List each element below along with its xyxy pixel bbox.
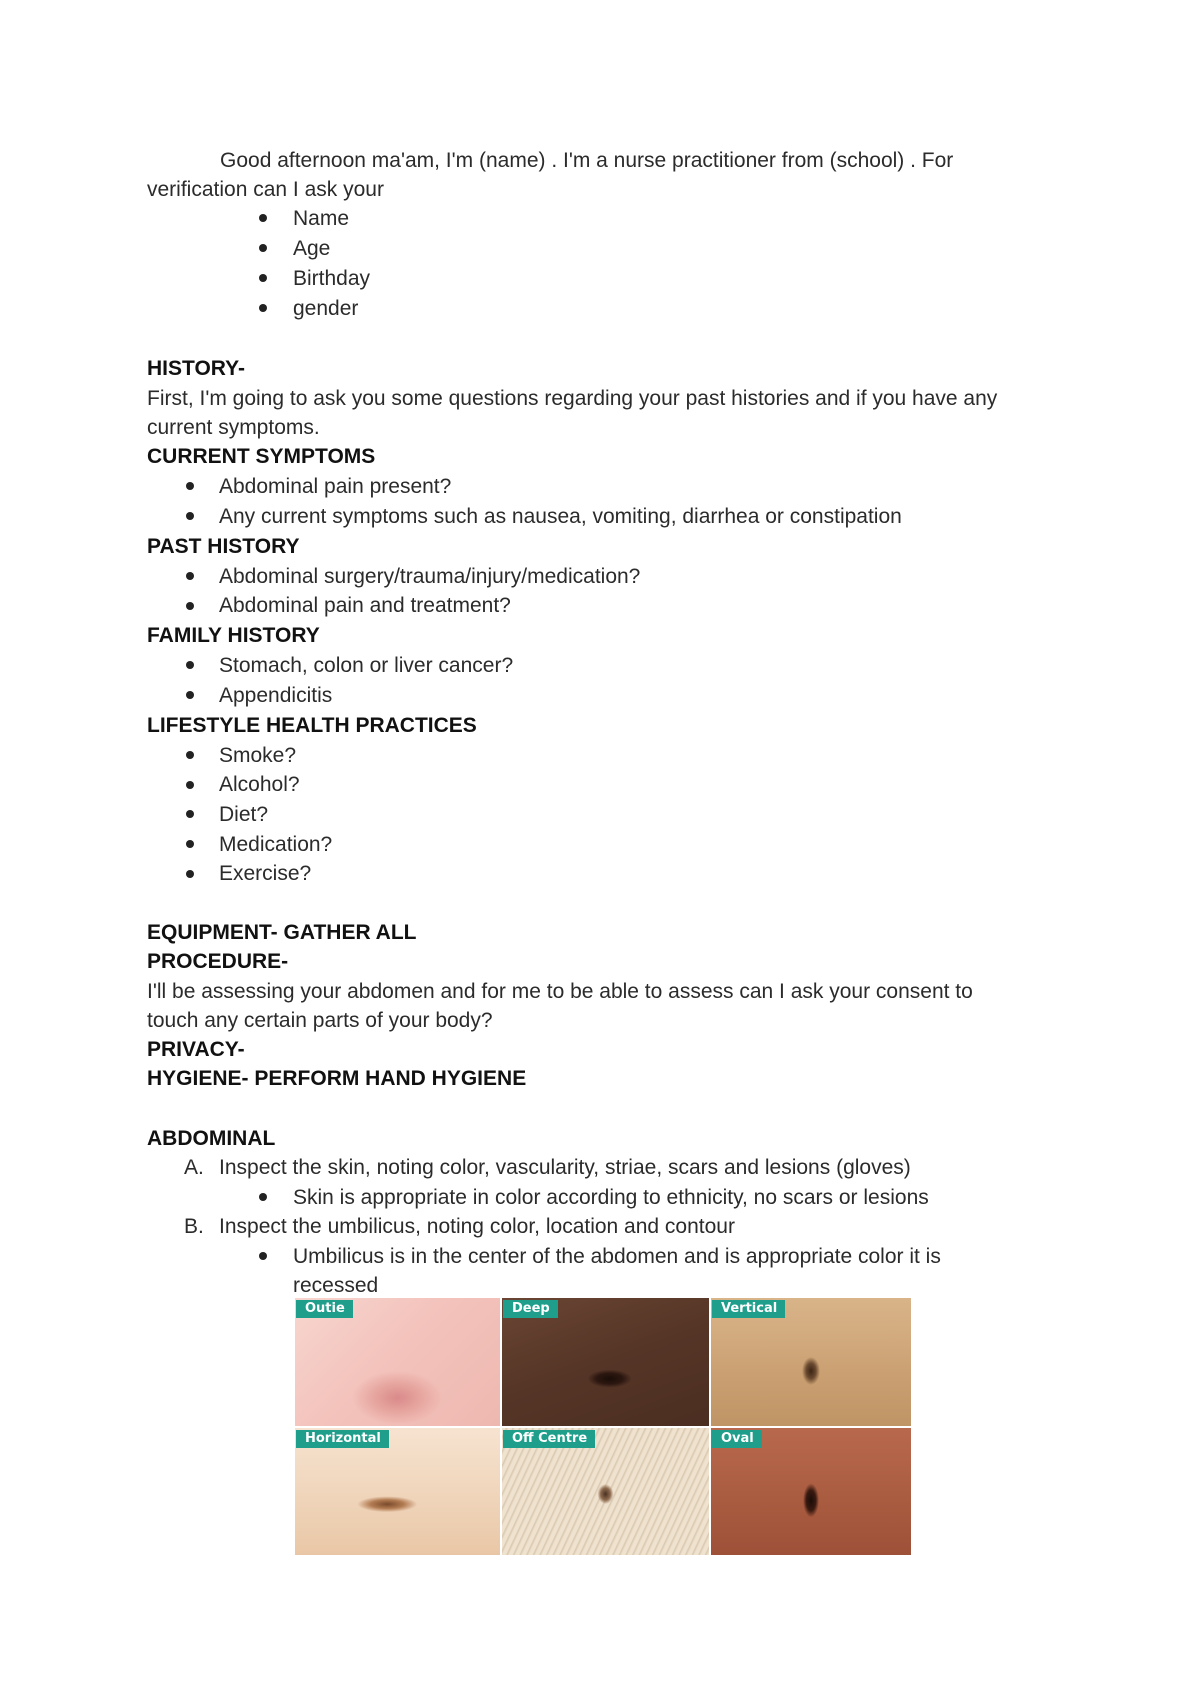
intro-item-gender: gender (293, 297, 359, 320)
bullet-icon (259, 304, 267, 312)
bullet-icon (186, 781, 194, 789)
lifestyle-item: Medication? (219, 833, 333, 856)
bullet-icon (186, 512, 194, 520)
current-symptoms-item: Any current symptoms such as nausea, vomiting, diarrhea or constipation (219, 505, 902, 528)
bullet-icon (186, 602, 194, 610)
step-marker: B. (184, 1215, 204, 1238)
intro-item-name: Name (293, 207, 350, 230)
bullet-icon (259, 1193, 267, 1201)
current-symptoms-heading: CURRENT SYMPTOMS (147, 445, 376, 468)
bullet-icon (186, 482, 194, 490)
bullet-icon (259, 244, 267, 252)
past-history-heading: PAST HISTORY (147, 535, 300, 558)
step-finding: Umbilicus is in the center of the abdomen and is appropriate color it is (293, 1245, 941, 1268)
umbilicus-photo-off-centre (502, 1428, 709, 1555)
bullet-icon (186, 751, 194, 759)
history-line-2: current symptoms. (147, 416, 320, 439)
intro-line-2: verification can I ask your (147, 178, 384, 201)
lifestyle-item: Diet? (219, 803, 269, 826)
abdominal-heading: ABDOMINAL (147, 1127, 276, 1150)
bullet-icon (186, 661, 194, 669)
current-symptoms-item: Abdominal pain present? (219, 475, 452, 498)
photo-label: Vertical (712, 1300, 785, 1318)
family-history-item: Appendicitis (219, 684, 333, 707)
photo-label: Oval (712, 1430, 762, 1448)
intro-item-age: Age (293, 237, 331, 260)
umbilicus-photo-horizontal (295, 1428, 500, 1555)
family-history-item: Stomach, colon or liver cancer? (219, 654, 514, 677)
privacy-heading: PRIVACY- (147, 1038, 245, 1061)
procedure-heading: PROCEDURE- (147, 950, 289, 973)
bullet-icon (186, 691, 194, 699)
photo-label: Deep (503, 1300, 558, 1318)
bullet-icon (259, 1252, 267, 1260)
procedure-line-2: touch any certain parts of your body? (147, 1009, 493, 1032)
equipment-heading: EQUIPMENT- GATHER ALL (147, 921, 417, 944)
bullet-icon (186, 810, 194, 818)
step-text: Inspect the skin, noting color, vascularity, striae, scars and lesions (gloves) (219, 1156, 911, 1179)
past-history-item: Abdominal pain and treatment? (219, 594, 511, 617)
umbilicus-photo-deep (502, 1298, 709, 1426)
bullet-icon (186, 840, 194, 848)
bullet-icon (186, 572, 194, 580)
bullet-icon (259, 274, 267, 282)
step-text: Inspect the umbilicus, noting color, location and contour (219, 1215, 735, 1238)
lifestyle-item: Smoke? (219, 744, 297, 767)
bullet-icon (259, 214, 267, 222)
history-line-1: First, I'm going to ask you some questions regarding your past histories and if you have any (147, 387, 998, 410)
photo-label: Horizontal (296, 1430, 389, 1448)
history-heading: HISTORY- (147, 357, 246, 380)
procedure-line-1: I'll be assessing your abdomen and for me to be able to assess can I ask your consent to (147, 980, 973, 1003)
umbilicus-types-image (295, 1298, 911, 1555)
step-finding: Skin is appropriate in color according to ethnicity, no scars or lesions (293, 1186, 929, 1209)
umbilicus-photo-outie (295, 1298, 500, 1426)
past-history-item: Abdominal surgery/trauma/injury/medication? (219, 565, 641, 588)
photo-label: Outie (296, 1300, 353, 1318)
step-marker: A. (184, 1156, 204, 1179)
step-finding-continued: recessed (293, 1274, 379, 1297)
hygiene-heading: HYGIENE- PERFORM HAND HYGIENE (147, 1067, 527, 1090)
lifestyle-heading: LIFESTYLE HEALTH PRACTICES (147, 714, 477, 737)
photo-label: Off Centre (503, 1430, 595, 1448)
umbilicus-photo-vertical (711, 1298, 911, 1426)
umbilicus-photo-oval (711, 1428, 911, 1555)
bullet-icon (186, 870, 194, 878)
family-history-heading: FAMILY HISTORY (147, 624, 320, 647)
lifestyle-item: Exercise? (219, 862, 312, 885)
intro-line-1: Good afternoon ma'am, I'm (name) . I'm a nurse practitioner from (school) . For (220, 149, 954, 172)
intro-item-birthday: Birthday (293, 267, 371, 290)
lifestyle-item: Alcohol? (219, 773, 300, 796)
